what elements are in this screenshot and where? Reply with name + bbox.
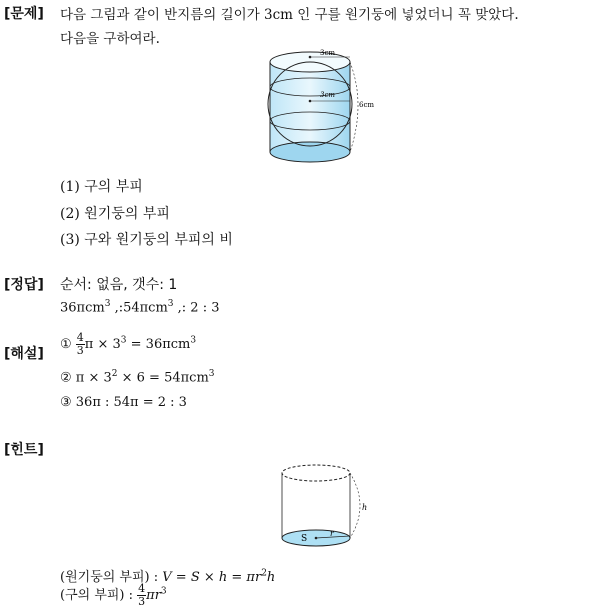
question-item-2: (2) 원기둥의 부피 [60,206,170,222]
fig-top-radius-label: 3cm [320,49,336,57]
fig-height-label: 6cm [359,101,375,109]
problem-label: [문제] [4,6,44,22]
hint-base-label: S [301,534,308,544]
problem-text-line1: 다음 그림과 같이 반지름의 길이가 3cm 인 구를 원기둥에 넣었더니 꼭 맞았다. [60,7,519,23]
explanation-step-2: ② $\pi \times 3^2 \times 6 = 54\pi cm^3$ [60,369,215,386]
hint-radius-label: r [330,529,334,538]
answer-line1: 순서: 없음, 갯수: 1 [60,277,178,293]
explanation-step-1: ① $\frac{4}{3}$ $\pi \times 3^3 = 36\pi cm^3$ [60,331,197,357]
question-item-1: (1) 구의 부피 [60,179,143,195]
hint-label: [힌트] [4,442,44,458]
explanation-step-3: ③ 36π : 54π = 2 : 3 [60,395,187,410]
fig-sphere-radius-label: 3cm [320,91,336,99]
hint-height-label: h [362,503,368,512]
cylinder-sphere-figure [262,44,392,164]
cylinder-hint-figure [278,458,378,553]
explanation-label: [해설] [4,346,44,362]
problem-text-line2: 다음을 구하여라. [60,31,160,47]
answer-line2: 36πcm$^3$ ,:54πcm$^3$ ,: 2 : 3 [60,299,220,316]
answer-label: [정답] [4,277,44,293]
hint-formula-sphere: (구의 부피) : $\frac{4}{3}$ $\pi r^3$ [60,582,167,608]
hint-formula-cylinder: (원기둥의 부피) : $V = S \times h = \pi r^2h$ [60,568,276,585]
question-item-3: (3) 구와 원기둥의 부피의 비 [60,232,233,248]
